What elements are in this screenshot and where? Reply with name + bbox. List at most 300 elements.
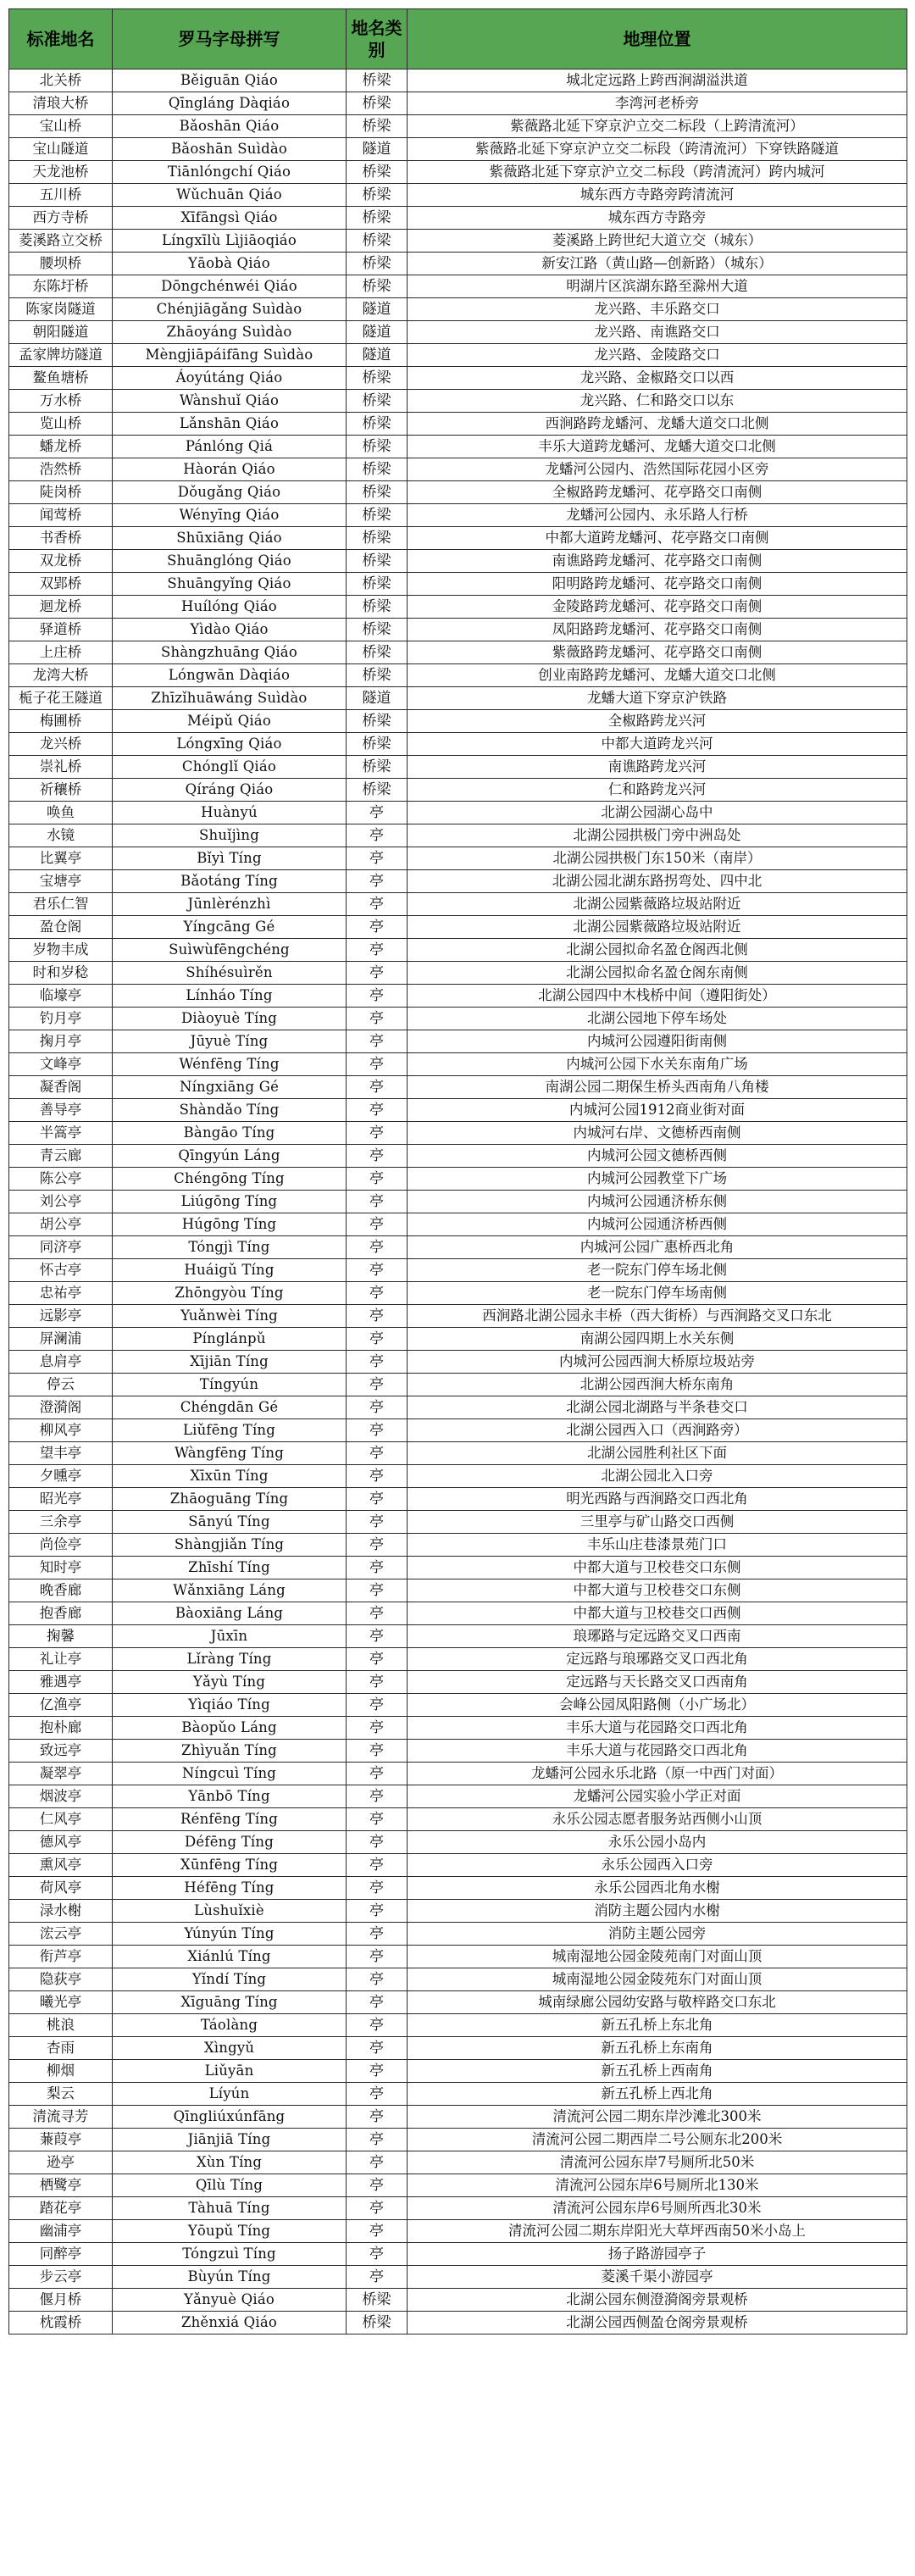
cell-location: 北湖公园紫薇路垃圾站附近 (408, 916, 907, 939)
cell-standard-name: 远影亭 (9, 1305, 113, 1328)
cell-standard-name: 清琅大桥 (9, 92, 113, 115)
table-row (9, 298, 907, 321)
table-row (9, 1877, 907, 1900)
cell-standard-name: 北关桥 (9, 69, 113, 92)
cell-standard-name: 渌水榭 (9, 1900, 113, 1923)
cell-standard-name: 胡公亭 (9, 1213, 113, 1236)
cell-location: 消防主题公园内水榭 (408, 1900, 907, 1923)
cell-location: 龙兴路、南谯路交口 (408, 321, 907, 344)
cell-location: 菱溪千渠小游园亭 (408, 2266, 907, 2289)
cell-location: 龙兴路、仁和路交口以东 (408, 390, 907, 413)
table-row (9, 1099, 907, 1122)
cell-category: 亭 (347, 1740, 408, 1763)
cell-roman-spelling: Yāobà Qiáo (113, 253, 347, 275)
table-row (9, 1396, 907, 1419)
cell-category: 亭 (347, 1282, 408, 1305)
cell-standard-name: 栖鹭亭 (9, 2174, 113, 2197)
cell-standard-name: 上庄桥 (9, 641, 113, 664)
cell-category: 桥梁 (347, 710, 408, 733)
table-row (9, 253, 907, 275)
cell-roman-spelling: Qíráng Qiáo (113, 779, 347, 802)
cell-location: 永乐公园西北角水榭 (408, 1877, 907, 1900)
cell-location: 北湖公园北入口旁 (408, 1465, 907, 1488)
table-row (9, 664, 907, 687)
table-row (9, 1854, 907, 1877)
cell-location: 北湖公园拟命名盈仓阁西北侧 (408, 939, 907, 962)
table-row (9, 596, 907, 619)
table-row (9, 138, 907, 161)
cell-category: 桥梁 (347, 230, 408, 253)
cell-standard-name: 曦光亭 (9, 1991, 113, 2014)
cell-category: 桥梁 (347, 69, 408, 92)
cell-category: 亭 (347, 1396, 408, 1419)
table-row (9, 1328, 907, 1351)
cell-location: 永乐公园志愿者服务站西侧小山顶 (408, 1808, 907, 1831)
cell-roman-spelling: Sānyú Tíng (113, 1511, 347, 1534)
cell-standard-name: 蟠龙桥 (9, 436, 113, 458)
cell-standard-name: 屏澜浦 (9, 1328, 113, 1351)
table-row (9, 2266, 907, 2289)
cell-location: 内城河公园文德桥西侧 (408, 1145, 907, 1168)
table-row (9, 390, 907, 413)
cell-roman-spelling: Tàhuā Tíng (113, 2197, 347, 2220)
cell-location: 清流河公园东岸6号厕所北130米 (408, 2174, 907, 2197)
cell-roman-spelling: Wǔchuān Qiáo (113, 184, 347, 207)
table-row (9, 1923, 907, 1946)
cell-location: 北湖公园拱极门旁中洲岛处 (408, 824, 907, 847)
cell-category: 亭 (347, 2243, 408, 2266)
cell-roman-spelling: Yíngcāng Gé (113, 916, 347, 939)
header-standard-name: 标准地名 (9, 9, 113, 69)
table-row (9, 573, 907, 596)
table-row (9, 1213, 907, 1236)
cell-location: 城北定远路上跨西涧湖溢洪道 (408, 69, 907, 92)
cell-standard-name: 息肩亭 (9, 1351, 113, 1374)
cell-location: 新五孔桥上东北角 (408, 2014, 907, 2037)
cell-category: 亭 (347, 1488, 408, 1511)
cell-standard-name: 掬月亭 (9, 1030, 113, 1053)
cell-roman-spelling: Shuānglóng Qiáo (113, 550, 347, 573)
cell-roman-spelling: Zhāoyáng Suìdào (113, 321, 347, 344)
cell-standard-name: 善导亭 (9, 1099, 113, 1122)
cell-location: 内城河公园下水关东南角广场 (408, 1053, 907, 1076)
table-row (9, 344, 907, 367)
cell-roman-spelling: Yǎyù Tíng (113, 1671, 347, 1694)
cell-roman-spelling: Liúgōng Tíng (113, 1191, 347, 1213)
cell-location: 明湖片区滨湖东路至滁州大道 (408, 275, 907, 298)
cell-location: 西涧路北湖公园永丰桥（西大街桥）与西涧路交叉口东北 (408, 1305, 907, 1328)
header-roman-spelling: 罗马字母拼写 (113, 9, 347, 69)
cell-location: 北湖公园西涧大桥东南角 (408, 1374, 907, 1396)
cell-roman-spelling: Huànyú (113, 802, 347, 824)
table-row (9, 321, 907, 344)
cell-category: 隧道 (347, 344, 408, 367)
cell-roman-spelling: Chónglǐ Qiáo (113, 756, 347, 779)
cell-roman-spelling: Tiānlóngchí Qiáo (113, 161, 347, 184)
header-category: 地名类别 (347, 9, 408, 69)
cell-category: 亭 (347, 2083, 408, 2106)
cell-standard-name: 抱香廊 (9, 1602, 113, 1625)
cell-location: 定远路与琅琊路交叉口西北角 (408, 1648, 907, 1671)
cell-category: 亭 (347, 1328, 408, 1351)
cell-category: 亭 (347, 1671, 408, 1694)
cell-standard-name: 青云廊 (9, 1145, 113, 1168)
cell-roman-spelling: Zhīshí Tíng (113, 1557, 347, 1579)
cell-location: 内城河公园通济桥西侧 (408, 1213, 907, 1236)
cell-roman-spelling: Qīngliúxúnfāng (113, 2106, 347, 2129)
table-row (9, 1076, 907, 1099)
cell-category: 亭 (347, 2129, 408, 2151)
table-row (9, 1831, 907, 1854)
cell-roman-spelling: Shàndǎo Tíng (113, 1099, 347, 1122)
table-row (9, 1671, 907, 1694)
cell-category: 桥梁 (347, 115, 408, 138)
cell-standard-name: 龙兴桥 (9, 733, 113, 756)
header-location: 地理位置 (408, 9, 907, 69)
cell-standard-name: 柳烟 (9, 2060, 113, 2083)
table-row (9, 962, 907, 985)
cell-location: 中都大道与卫校巷交口西侧 (408, 1602, 907, 1625)
cell-standard-name: 西方寺桥 (9, 207, 113, 230)
table-row (9, 1534, 907, 1557)
cell-roman-spelling: Lóngxīng Qiáo (113, 733, 347, 756)
cell-standard-name: 同济亭 (9, 1236, 113, 1259)
cell-roman-spelling: Níngxiāng Gé (113, 1076, 347, 1099)
cell-standard-name: 菱溪路立交桥 (9, 230, 113, 253)
cell-location: 北湖公园北湖路与半条巷交口 (408, 1396, 907, 1419)
cell-category: 亭 (347, 1465, 408, 1488)
cell-category: 亭 (347, 1557, 408, 1579)
cell-location: 南谯路跨龙兴河 (408, 756, 907, 779)
table-row (9, 802, 907, 824)
cell-category: 亭 (347, 1991, 408, 2014)
cell-location: 会峰公园凤阳路侧（小广场北） (408, 1694, 907, 1717)
cell-standard-name: 踏花亭 (9, 2197, 113, 2220)
cell-roman-spelling: Língxīlù Lìjiāoqiáo (113, 230, 347, 253)
cell-standard-name: 半篙亭 (9, 1122, 113, 1145)
cell-category: 亭 (347, 2014, 408, 2037)
table-row (9, 824, 907, 847)
cell-category: 桥梁 (347, 779, 408, 802)
table-row (9, 92, 907, 115)
cell-roman-spelling: Húgōng Tíng (113, 1213, 347, 1236)
cell-roman-spelling: Tíngyún (113, 1374, 347, 1396)
cell-standard-name: 驿道桥 (9, 619, 113, 641)
cell-category: 亭 (347, 2197, 408, 2220)
cell-location: 北湖公园北湖东路拐弯处、四中北 (408, 870, 907, 893)
cell-standard-name: 文峰亭 (9, 1053, 113, 1076)
table-row (9, 870, 907, 893)
cell-standard-name: 三余亭 (9, 1511, 113, 1534)
cell-location: 内城河公园通济桥东侧 (408, 1191, 907, 1213)
cell-category: 亭 (347, 1511, 408, 1534)
table-row (9, 1465, 907, 1488)
table-row (9, 1419, 907, 1442)
cell-category: 亭 (347, 1213, 408, 1236)
cell-location: 琅琊路与定远路交叉口西南 (408, 1625, 907, 1648)
cell-category: 桥梁 (347, 390, 408, 413)
cell-category: 桥梁 (347, 504, 408, 527)
cell-roman-spelling: Huílóng Qiáo (113, 596, 347, 619)
table-row (9, 1351, 907, 1374)
cell-roman-spelling: Zhōngyòu Tíng (113, 1282, 347, 1305)
cell-location: 城南绿廊公园幼安路与敬梓路交口东北 (408, 1991, 907, 2014)
cell-roman-spelling: Xījiān Tíng (113, 1351, 347, 1374)
cell-category: 亭 (347, 1053, 408, 1076)
cell-category: 亭 (347, 1625, 408, 1648)
cell-location: 南湖公园四期上水关东侧 (408, 1328, 907, 1351)
cell-category: 桥梁 (347, 596, 408, 619)
cell-location: 紫薇路北延下穿京沪立交二标段（跨清流河）下穿铁路隧道 (408, 138, 907, 161)
cell-standard-name: 尚俭亭 (9, 1534, 113, 1557)
cell-category: 亭 (347, 1877, 408, 1900)
cell-category: 亭 (347, 1442, 408, 1465)
cell-roman-spelling: Yǐndí Tíng (113, 1968, 347, 1991)
cell-roman-spelling: Liǔyān (113, 2060, 347, 2083)
cell-roman-spelling: Yúnyún Tíng (113, 1923, 347, 1946)
cell-location: 永乐公园西入口旁 (408, 1854, 907, 1877)
cell-standard-name: 陈家岗隧道 (9, 298, 113, 321)
table-row (9, 69, 907, 92)
table-row (9, 413, 907, 436)
cell-category: 桥梁 (347, 756, 408, 779)
cell-standard-name: 枕霞桥 (9, 2312, 113, 2334)
cell-category: 桥梁 (347, 367, 408, 390)
cell-location: 内城河公园广惠桥西北角 (408, 1236, 907, 1259)
cell-roman-spelling: Xīguāng Tíng (113, 1991, 347, 2014)
cell-location: 北湖公园拟命名盈仓阁东南侧 (408, 962, 907, 985)
cell-roman-spelling: Shūxiāng Qiáo (113, 527, 347, 550)
table-row (9, 550, 907, 573)
cell-standard-name: 礼让亭 (9, 1648, 113, 1671)
cell-category: 亭 (347, 1259, 408, 1282)
table-row (9, 367, 907, 390)
table-row (9, 161, 907, 184)
cell-standard-name: 蒹葭亭 (9, 2129, 113, 2151)
cell-location: 紫薇路北延下穿京沪立交二标段（上跨清流河） (408, 115, 907, 138)
table-row (9, 1740, 907, 1763)
table-row (9, 2243, 907, 2266)
cell-category: 隧道 (347, 321, 408, 344)
cell-standard-name: 浩然桥 (9, 458, 113, 481)
cell-standard-name: 崇礼桥 (9, 756, 113, 779)
table-row (9, 1602, 907, 1625)
cell-roman-spelling: Héfēng Tíng (113, 1877, 347, 1900)
table-row (9, 985, 907, 1008)
table-row (9, 2312, 907, 2334)
cell-roman-spelling: Pánlóng Qiá (113, 436, 347, 458)
table-row (9, 1305, 907, 1328)
cell-standard-name: 浤云亭 (9, 1923, 113, 1946)
table-row (9, 939, 907, 962)
table-header (9, 9, 907, 69)
cell-standard-name: 仁风亭 (9, 1808, 113, 1831)
cell-roman-spelling: Lǐràng Tíng (113, 1648, 347, 1671)
table-row (9, 1236, 907, 1259)
cell-roman-spelling: Lóngwān Dàqiáo (113, 664, 347, 687)
cell-location: 北湖公园拱极门东150米（南岸） (408, 847, 907, 870)
cell-category: 亭 (347, 1145, 408, 1168)
cell-location: 清流河公园二期东岸沙滩北300米 (408, 2106, 907, 2129)
cell-category: 亭 (347, 824, 408, 847)
table-row (9, 847, 907, 870)
cell-roman-spelling: Shíhésuìrěn (113, 962, 347, 985)
cell-roman-spelling: Bùyún Tíng (113, 2266, 347, 2289)
cell-location: 北湖公园紫薇路垃圾站附近 (408, 893, 907, 916)
table-row (9, 1785, 907, 1808)
cell-category: 桥梁 (347, 184, 408, 207)
cell-standard-name: 朝阳隧道 (9, 321, 113, 344)
cell-category: 桥梁 (347, 275, 408, 298)
cell-location: 新五孔桥上西南角 (408, 2060, 907, 2083)
cell-standard-name: 龙湾大桥 (9, 664, 113, 687)
cell-location: 北湖公园东侧澄漪阁旁景观桥 (408, 2289, 907, 2312)
cell-category: 桥梁 (347, 92, 408, 115)
cell-roman-spelling: Wénfēng Tíng (113, 1053, 347, 1076)
cell-location: 北湖公园地下停车场处 (408, 1008, 907, 1030)
cell-standard-name: 东陈圩桥 (9, 275, 113, 298)
cell-standard-name: 怀古亭 (9, 1259, 113, 1282)
cell-category: 亭 (347, 1168, 408, 1191)
table-row (9, 1579, 907, 1602)
table-row (9, 2014, 907, 2037)
cell-roman-spelling: Wǎnxiāng Láng (113, 1579, 347, 1602)
cell-standard-name: 腰坝桥 (9, 253, 113, 275)
cell-location: 内城河公园教堂下广场 (408, 1168, 907, 1191)
cell-category: 亭 (347, 916, 408, 939)
cell-category: 亭 (347, 2037, 408, 2060)
cell-location: 南湖公园二期保生桥头西南角八角楼 (408, 1076, 907, 1099)
cell-standard-name: 掬馨 (9, 1625, 113, 1648)
cell-category: 亭 (347, 1808, 408, 1831)
cell-standard-name: 水镜 (9, 824, 113, 847)
cell-standard-name: 抱朴廊 (9, 1717, 113, 1740)
cell-standard-name: 夕曛亭 (9, 1465, 113, 1488)
table-row (9, 1168, 907, 1191)
cell-standard-name: 君乐仁智 (9, 893, 113, 916)
cell-location: 全椒路跨龙蟠河、花亭路交口南侧 (408, 481, 907, 504)
table-row (9, 1030, 907, 1053)
cell-location: 中都大道与卫校巷交口东侧 (408, 1557, 907, 1579)
table-row (9, 1511, 907, 1534)
cell-location: 金陵路跨龙蟠河、花亭路交口南侧 (408, 596, 907, 619)
table-row (9, 1763, 907, 1785)
table-row (9, 1808, 907, 1831)
cell-location: 北湖公园西侧盈仓阁旁景观桥 (408, 2312, 907, 2334)
cell-category: 亭 (347, 962, 408, 985)
cell-location: 丰乐大道与花园路交口西北角 (408, 1740, 907, 1763)
table-row (9, 230, 907, 253)
cell-location: 城南湿地公园金陵苑南门对面山顶 (408, 1946, 907, 1968)
cell-roman-spelling: Yǎnyuè Qiáo (113, 2289, 347, 2312)
cell-standard-name: 唤鱼 (9, 802, 113, 824)
cell-roman-spelling: Wényīng Qiáo (113, 504, 347, 527)
cell-standard-name: 雅遇亭 (9, 1671, 113, 1694)
table-row (9, 2174, 907, 2197)
cell-location: 清流河公园二期东岸阳光大草坪西南50米小岛上 (408, 2220, 907, 2243)
cell-location: 龙蟠大道下穿京沪铁路 (408, 687, 907, 710)
table-row (9, 207, 907, 230)
cell-standard-name: 偃月桥 (9, 2289, 113, 2312)
cell-roman-spelling: Qīngyún Láng (113, 1145, 347, 1168)
cell-category: 隧道 (347, 298, 408, 321)
cell-category: 桥梁 (347, 550, 408, 573)
cell-category: 亭 (347, 1854, 408, 1877)
cell-roman-spelling: Chéngdān Gé (113, 1396, 347, 1419)
cell-location: 消防主题公园旁 (408, 1923, 907, 1946)
cell-category: 亭 (347, 1763, 408, 1785)
table-row (9, 1259, 907, 1282)
cell-category: 桥梁 (347, 207, 408, 230)
cell-roman-spelling: Rénfēng Tíng (113, 1808, 347, 1831)
cell-location: 新五孔桥上西北角 (408, 2083, 907, 2106)
cell-standard-name: 致远亭 (9, 1740, 113, 1763)
cell-category: 亭 (347, 1694, 408, 1717)
cell-category: 隧道 (347, 687, 408, 710)
cell-roman-spelling: Línháo Tíng (113, 985, 347, 1008)
cell-category: 桥梁 (347, 664, 408, 687)
table-row (9, 619, 907, 641)
cell-location: 永乐公园小岛内 (408, 1831, 907, 1854)
cell-roman-spelling: Bǎoshān Suìdào (113, 138, 347, 161)
cell-roman-spelling: Mèngjiāpáifāng Suìdào (113, 344, 347, 367)
table-row (9, 756, 907, 779)
cell-category: 桥梁 (347, 2312, 408, 2334)
cell-category: 亭 (347, 1602, 408, 1625)
cell-category: 隧道 (347, 138, 408, 161)
cell-roman-spelling: Wàngfēng Tíng (113, 1442, 347, 1465)
cell-category: 亭 (347, 847, 408, 870)
cell-category: 亭 (347, 1785, 408, 1808)
cell-standard-name: 清流寻芳 (9, 2106, 113, 2129)
cell-standard-name: 停云 (9, 1374, 113, 1396)
cell-location: 城南湿地公园金陵苑东门对面山顶 (408, 1968, 907, 1991)
table-row (9, 1717, 907, 1740)
cell-category: 亭 (347, 2174, 408, 2197)
cell-roman-spelling: Líyún (113, 2083, 347, 2106)
cell-standard-name: 览山桥 (9, 413, 113, 436)
cell-standard-name: 孟家牌坊隧道 (9, 344, 113, 367)
cell-location: 龙兴路、金椒路交口以西 (408, 367, 907, 390)
cell-standard-name: 时和岁稔 (9, 962, 113, 985)
cell-location: 内城河公园遵阳街南侧 (408, 1030, 907, 1053)
cell-location: 创业南路跨龙蟠河、龙蟠大道交口北侧 (408, 664, 907, 687)
cell-standard-name: 亿渔亭 (9, 1694, 113, 1717)
table-row (9, 893, 907, 916)
cell-location: 南谯路跨龙蟠河、花亭路交口南侧 (408, 550, 907, 573)
cell-roman-spelling: Shàngjiǎn Tíng (113, 1534, 347, 1557)
cell-standard-name: 陡岗桥 (9, 481, 113, 504)
cell-location: 龙蟠河公园内、浩然国际花园小区旁 (408, 458, 907, 481)
cell-standard-name: 栀子花王隧道 (9, 687, 113, 710)
cell-standard-name: 杏雨 (9, 2037, 113, 2060)
cell-location: 凤阳路跨龙蟠河、花亭路交口南侧 (408, 619, 907, 641)
cell-category: 桥梁 (347, 413, 408, 436)
cell-category: 亭 (347, 2220, 408, 2243)
table-row (9, 1991, 907, 2014)
cell-category: 亭 (347, 1717, 408, 1740)
table-row (9, 275, 907, 298)
cell-roman-spelling: Qīngláng Dàqiáo (113, 92, 347, 115)
cell-location: 西涧路跨龙蟠河、龙蟠大道交口北侧 (408, 413, 907, 436)
cell-location: 定远路与天长路交叉口西南角 (408, 1671, 907, 1694)
cell-standard-name: 望丰亭 (9, 1442, 113, 1465)
cell-location: 明光西路与西涧路交口西北角 (408, 1488, 907, 1511)
cell-roman-spelling: Pínglánpǔ (113, 1328, 347, 1351)
cell-location: 北湖公园西入口（西涧路旁） (408, 1419, 907, 1442)
table-row (9, 1442, 907, 1465)
cell-roman-spelling: Zhìyuǎn Tíng (113, 1740, 347, 1763)
